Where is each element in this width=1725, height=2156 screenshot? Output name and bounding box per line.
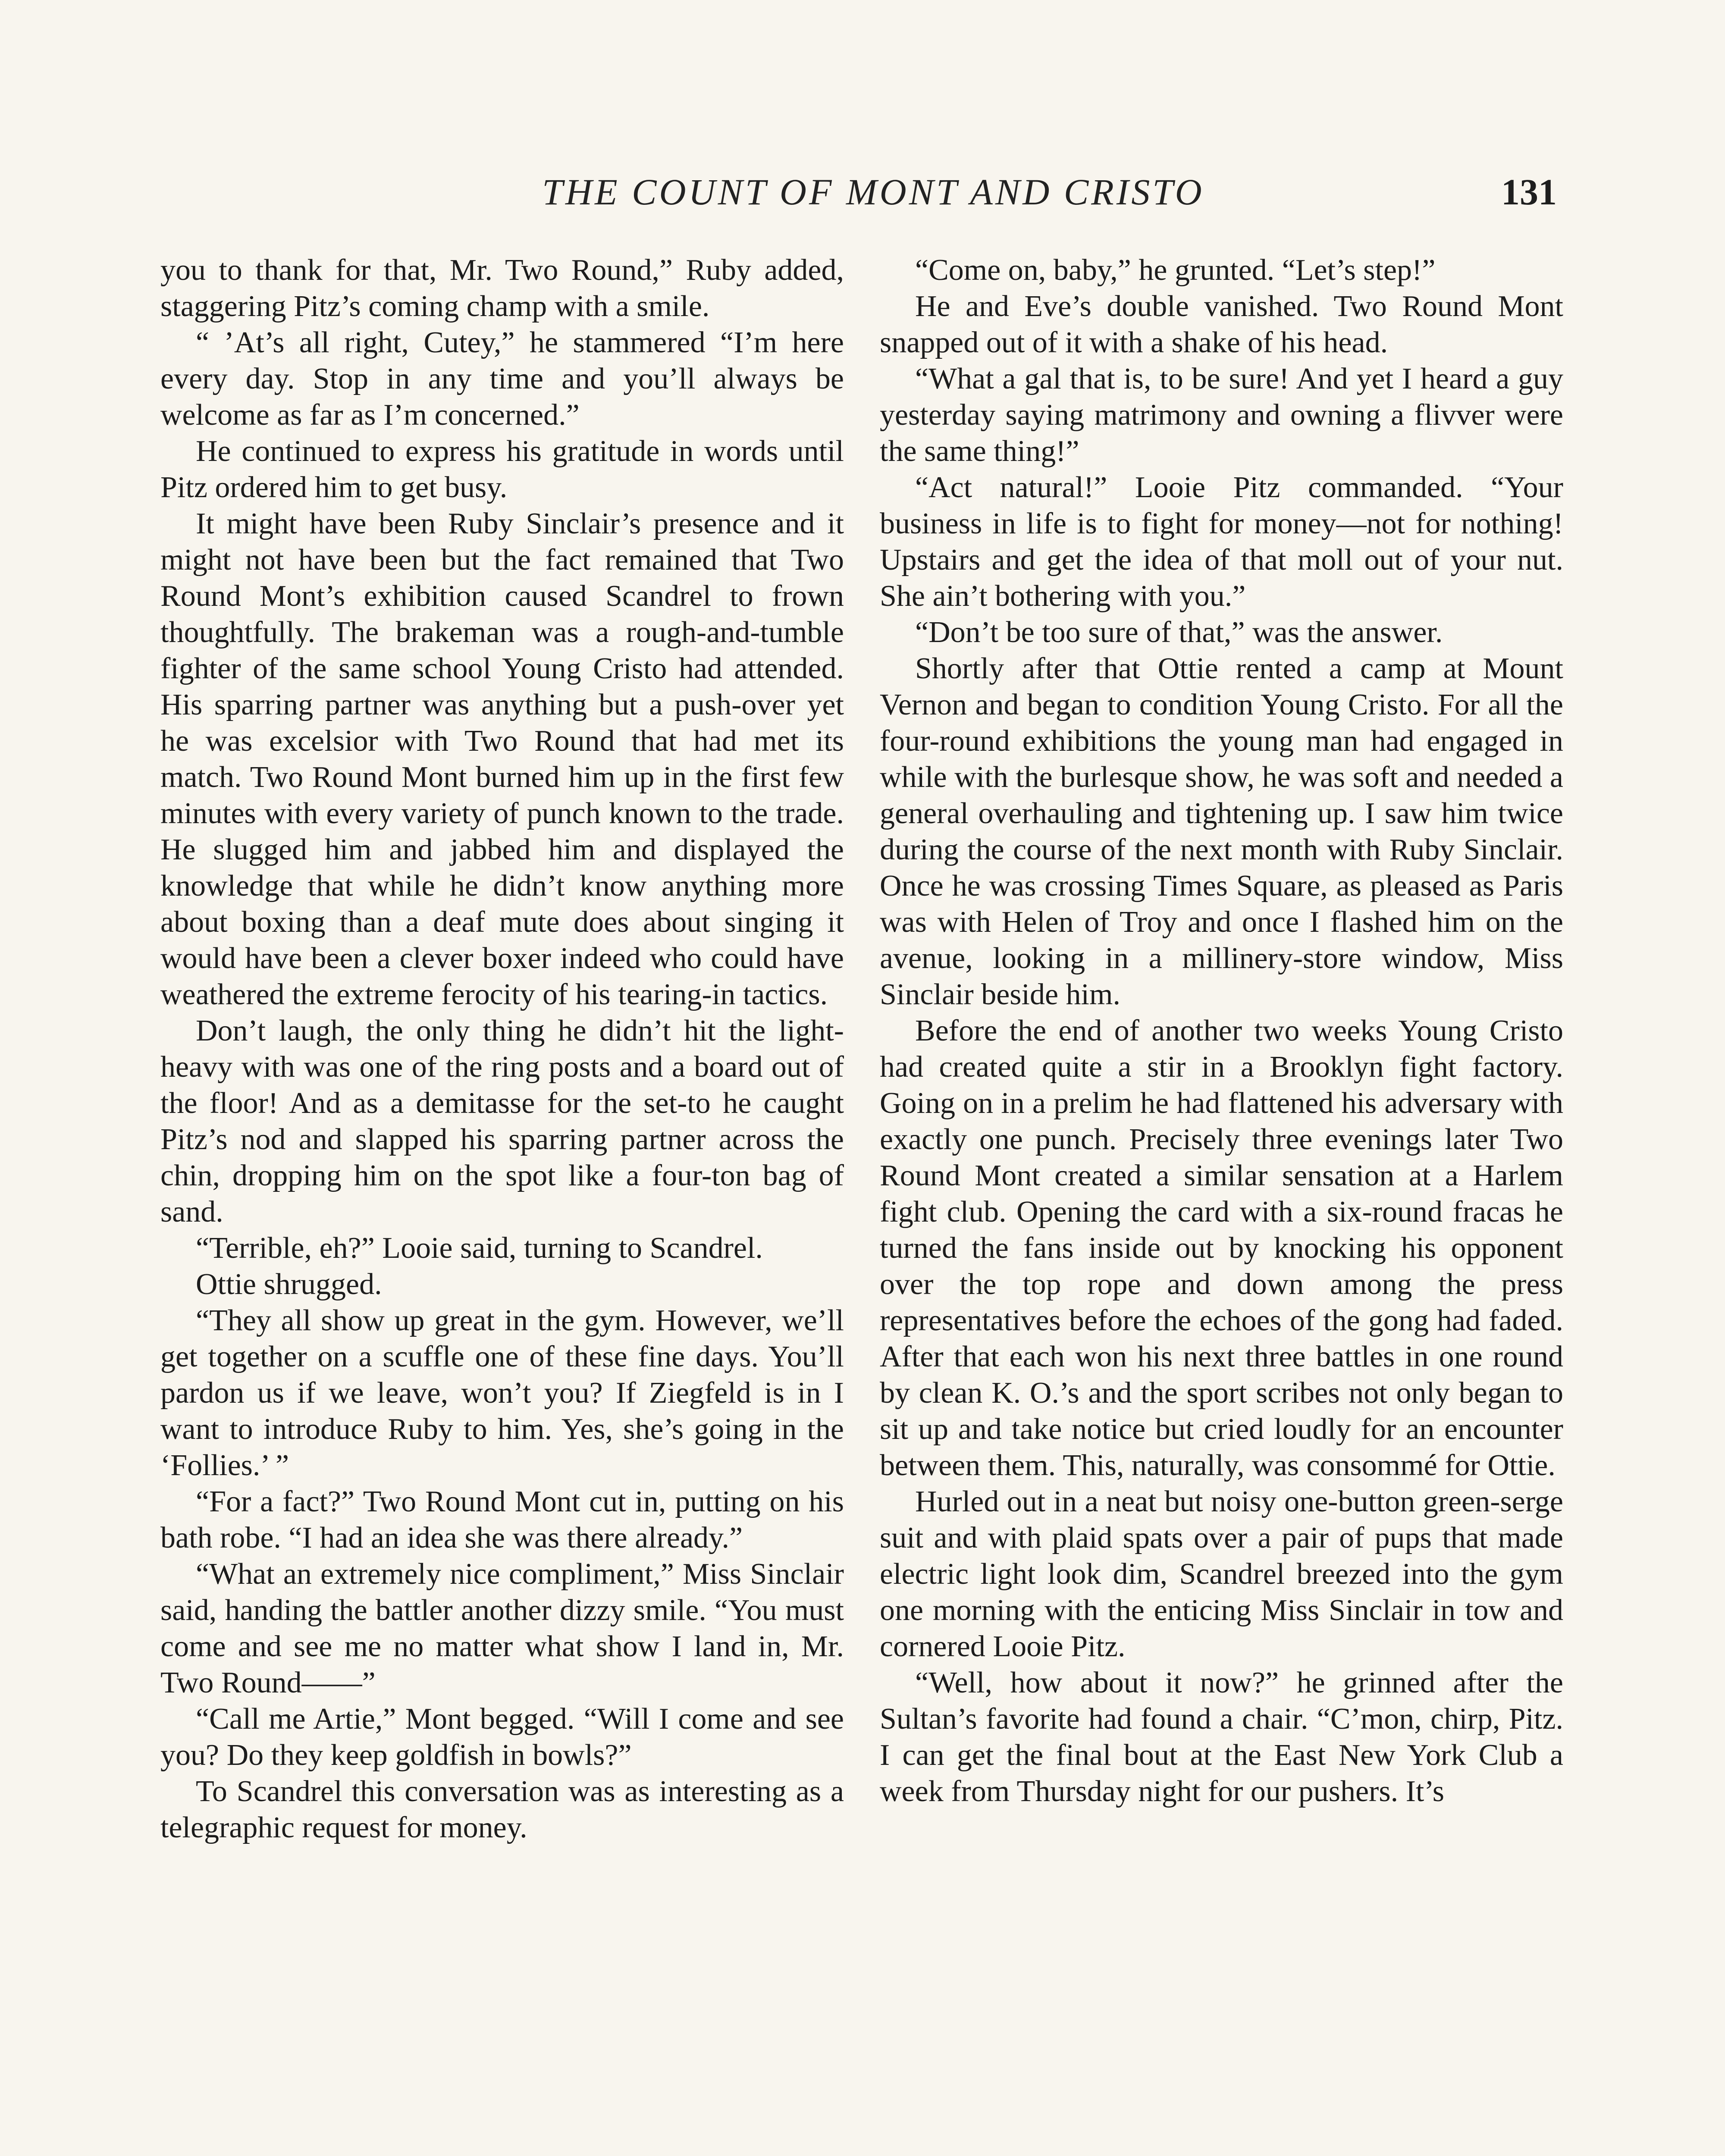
page-number: 131	[1501, 171, 1557, 213]
paragraph: Ottie shrugged.	[196, 1268, 382, 1301]
paragraph: Hurled out in a neat but noisy one-button green-serge suit and with plaid spats over a pair of pups that made electric light look dim, Scandrel breezed into the gym one morning with the enticing Miss Sinclair in tow and cornered Looie Pitz.	[880, 1485, 1563, 1663]
right-column	[880, 252, 1563, 1810]
paragraph: “Call me Artie,” Mont begged. “Will I come and see you? Do they keep goldfish in bowls?”	[160, 1702, 844, 1772]
paragraph: Before the end of another two weeks Young Cristo had created quite a stir in a Brooklyn fight factory. Going on in a prelim he had flattened his adversary with exactly one punch. Precisely three evenings later Two Round Mont created a similar sensation at a Harlem fight club. Opening the card with a six-round fracas he turned the fans inside out by knocking his opponent over the top rope and down among the press representatives before the echoes of the gong had faded. After that each won his next three battles in one round by clean K. O.’s and the sport scribes not only began to sit up and take notice but cried loudly for an encounter between them. This, naturally, was consommé for Ottie.	[880, 1014, 1563, 1482]
paragraph: “Act natural!” Looie Pitz commanded. “Your business in life is to fight for money—not for nothing! Upstairs and get the idea of that moll out of your nut. She ain’t bothering with you.”	[880, 471, 1563, 613]
paragraph: “Don’t be too sure of that,” was the answer.	[915, 616, 1443, 649]
paragraph: Shortly after that Ottie rented a camp at Mount Vernon and began to condition Young Cristo. For all the four-round exhibitions the young man had engaged in while with the burlesque show, he was soft and needed a general overhauling and tightening up. I saw him twice during the course of the next month with Ruby Sinclair. Once he was crossing Times Square, as pleased as Paris was with Helen of Troy and once I flashed him on the avenue, looking in a millinery-store window, Miss Sinclair beside him.	[880, 652, 1563, 1011]
paragraph: To Scandrel this conversation was as interesting as a telegraphic request for money.	[160, 1775, 844, 1844]
paragraph: you to thank for that, Mr. Two Round,” Ruby added, staggering Pitz’s coming champ with a smile.	[160, 254, 844, 323]
paragraph: He and Eve’s double vanished. Two Round Mont snapped out of it with a shake of his head.	[880, 290, 1563, 359]
paragraph: “Terrible, eh?” Looie said, turning to Scandrel.	[196, 1232, 763, 1265]
paragraph: It might have been Ruby Sinclair’s presence and it might not have been but the fact remained that Two Round Mont’s exhibition caused Scandrel to frown thoughtfully. The brakeman was a rough-and-tumble fighter of the same school Young Cristo had attended. His sparring partner was anything but a push-over yet he was excelsior with Two Round that had met its match. Two Round Mont burned him up in the first few minutes with every variety of punch known to the trade. He slugged him and jabbed him and displayed the knowledge that while he didn’t know anything more about boxing than a deaf mute does about singing it would have been a clever boxer indeed who could have weathered the extreme ferocity of his tearing-in tactics.	[160, 507, 844, 1011]
running-title: THE COUNT OF MONT AND CRISTO	[542, 171, 1204, 213]
paragraph: “They all show up great in the gym. However, we’ll get together on a scuffle one of these fine days. You’ll pardon us if we leave, won’t you? If Ziegfeld is in I want to introduce Ruby to him. Yes, she’s going in the ‘Follies.’ ”	[160, 1304, 844, 1482]
paragraph: “ ’At’s all right, Cutey,” he stammered “I’m here every day. Stop in any time and you’ll always be welcome as far as I’m concerned.”	[160, 326, 844, 432]
paragraph: “What a gal that is, to be sure! And yet I heard a guy yesterday saying matrimony and owning a flivver were the same thing!”	[880, 362, 1563, 468]
paragraph: “What an extremely nice compliment,” Miss Sinclair said, handing the battler another dizzy smile. “You must come and see me no matter what show I land in, Mr. Two Round——”	[160, 1557, 844, 1699]
paragraph: “Come on, baby,” he grunted. “Let’s step!”	[915, 254, 1436, 287]
paragraph: “For a fact?” Two Round Mont cut in, putting on his bath robe. “I had an idea she was there already.”	[160, 1485, 844, 1554]
paragraph: Don’t laugh, the only thing he didn’t hit the light-heavy with was one of the ring posts and a board out of the floor! And as a demitasse for the set-to he caught Pitz’s nod and slapped his sparring partner across the chin, dropping him on the spot like a four-ton bag of sand.	[160, 1014, 844, 1228]
left-column	[160, 252, 844, 1846]
paragraph: He continued to express his gratitude in words until Pitz ordered him to get busy.	[160, 435, 844, 504]
paragraph: “Well, how about it now?” he grinned after the Sultan’s favorite had found a chair. “C’mon, chirp, Pitz. I can get the final bout at the East New York Club a week from Thursday night for our pushers. It’s	[880, 1666, 1563, 1808]
